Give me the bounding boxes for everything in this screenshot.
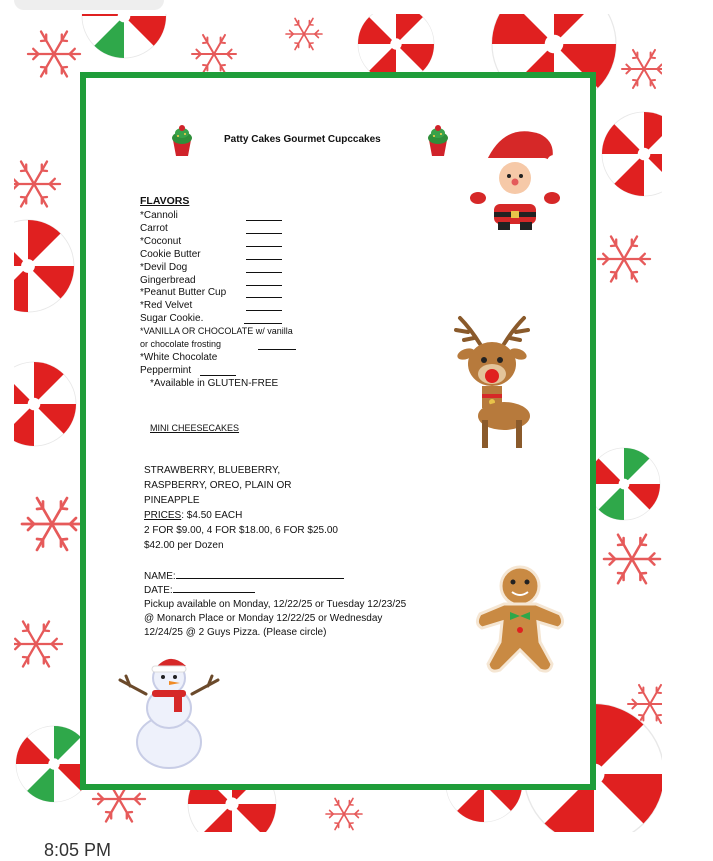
flavor-item: *Peanut Butter Cup [140,287,227,299]
order-blank [246,237,282,247]
prices-line [144,509,242,522]
gluten-free-note: *Available in GLUTEN-FREE [150,378,279,389]
cheesecake-line: RASPBERRY, OREO, PLAIN OR [144,480,292,491]
date-field [144,583,255,597]
cheesecake-line: PINEAPPLE [144,495,200,506]
order-blank [244,314,282,324]
flavor-item: *White Chocolate [140,351,218,363]
flavor-item: *VANILLA OR CHOCOLATE w/ vanilla [140,326,293,337]
gingerbread-man-icon [474,564,566,676]
previous-message-stub [14,0,164,10]
flavor-item: Sugar Cookie. [140,313,204,325]
order-blank [246,250,282,260]
cheesecake-line: STRAWBERRY, BLUEBERRY, [144,465,281,476]
cupcake-icon [426,124,450,158]
prices-label: PRICES [144,510,182,521]
date-label: DATE: [144,585,173,596]
flavor-item: or chocolate frosting [140,339,222,349]
name-label: NAME: [144,571,176,582]
order-blank [246,211,282,221]
flavor-item: Carrot [140,222,168,234]
flavor-item: Cookie Butter [140,248,201,260]
snowman-icon [116,650,222,770]
order-blank [200,366,236,376]
santa-icon [464,120,566,232]
price-line: 2 FOR $9.00, 4 FOR $18.00, 6 FOR $25.00 [144,525,338,536]
order-blank [246,288,282,298]
reindeer-icon [452,314,534,452]
order-blank [258,340,296,350]
flavor-item: *Coconut [140,235,182,247]
peppermint-candy-icon [588,448,660,520]
message-timestamp: 8:05 PM [44,840,112,860]
flavor-item: *Devil Dog [140,261,188,273]
flavor-item: Gingerbread [140,274,196,286]
order-blank [246,263,282,273]
pickup-line: 12/24/25 @ 2 Guys Pizza. (Please circle) [144,627,327,638]
pickup-line: Pickup available on Monday, 12/22/25 or Tuesday 12/23/25 [144,599,407,610]
flyer-title: Patty Cakes Gourmet Cupccakes [224,134,381,145]
order-blank [246,224,282,234]
flavor-item: *Cannoli [140,210,178,221]
flavor-item: Peppermint [140,364,192,376]
mini-cheesecakes-heading: MINI CHEESECAKES [150,423,240,433]
pickup-line: @ Monarch Place or Monday 12/22/25 or Wednesday [144,613,383,624]
prices-value: : $4.50 EACH [181,510,243,521]
cupcake-icon [170,124,194,158]
price-line: $42.00 per Dozen [144,540,224,551]
order-blank [246,301,282,311]
flavors-heading: FLAVORS [140,195,190,207]
flavor-item: *Red Velvet [140,300,193,312]
order-blank [246,276,282,286]
name-field [144,569,344,583]
